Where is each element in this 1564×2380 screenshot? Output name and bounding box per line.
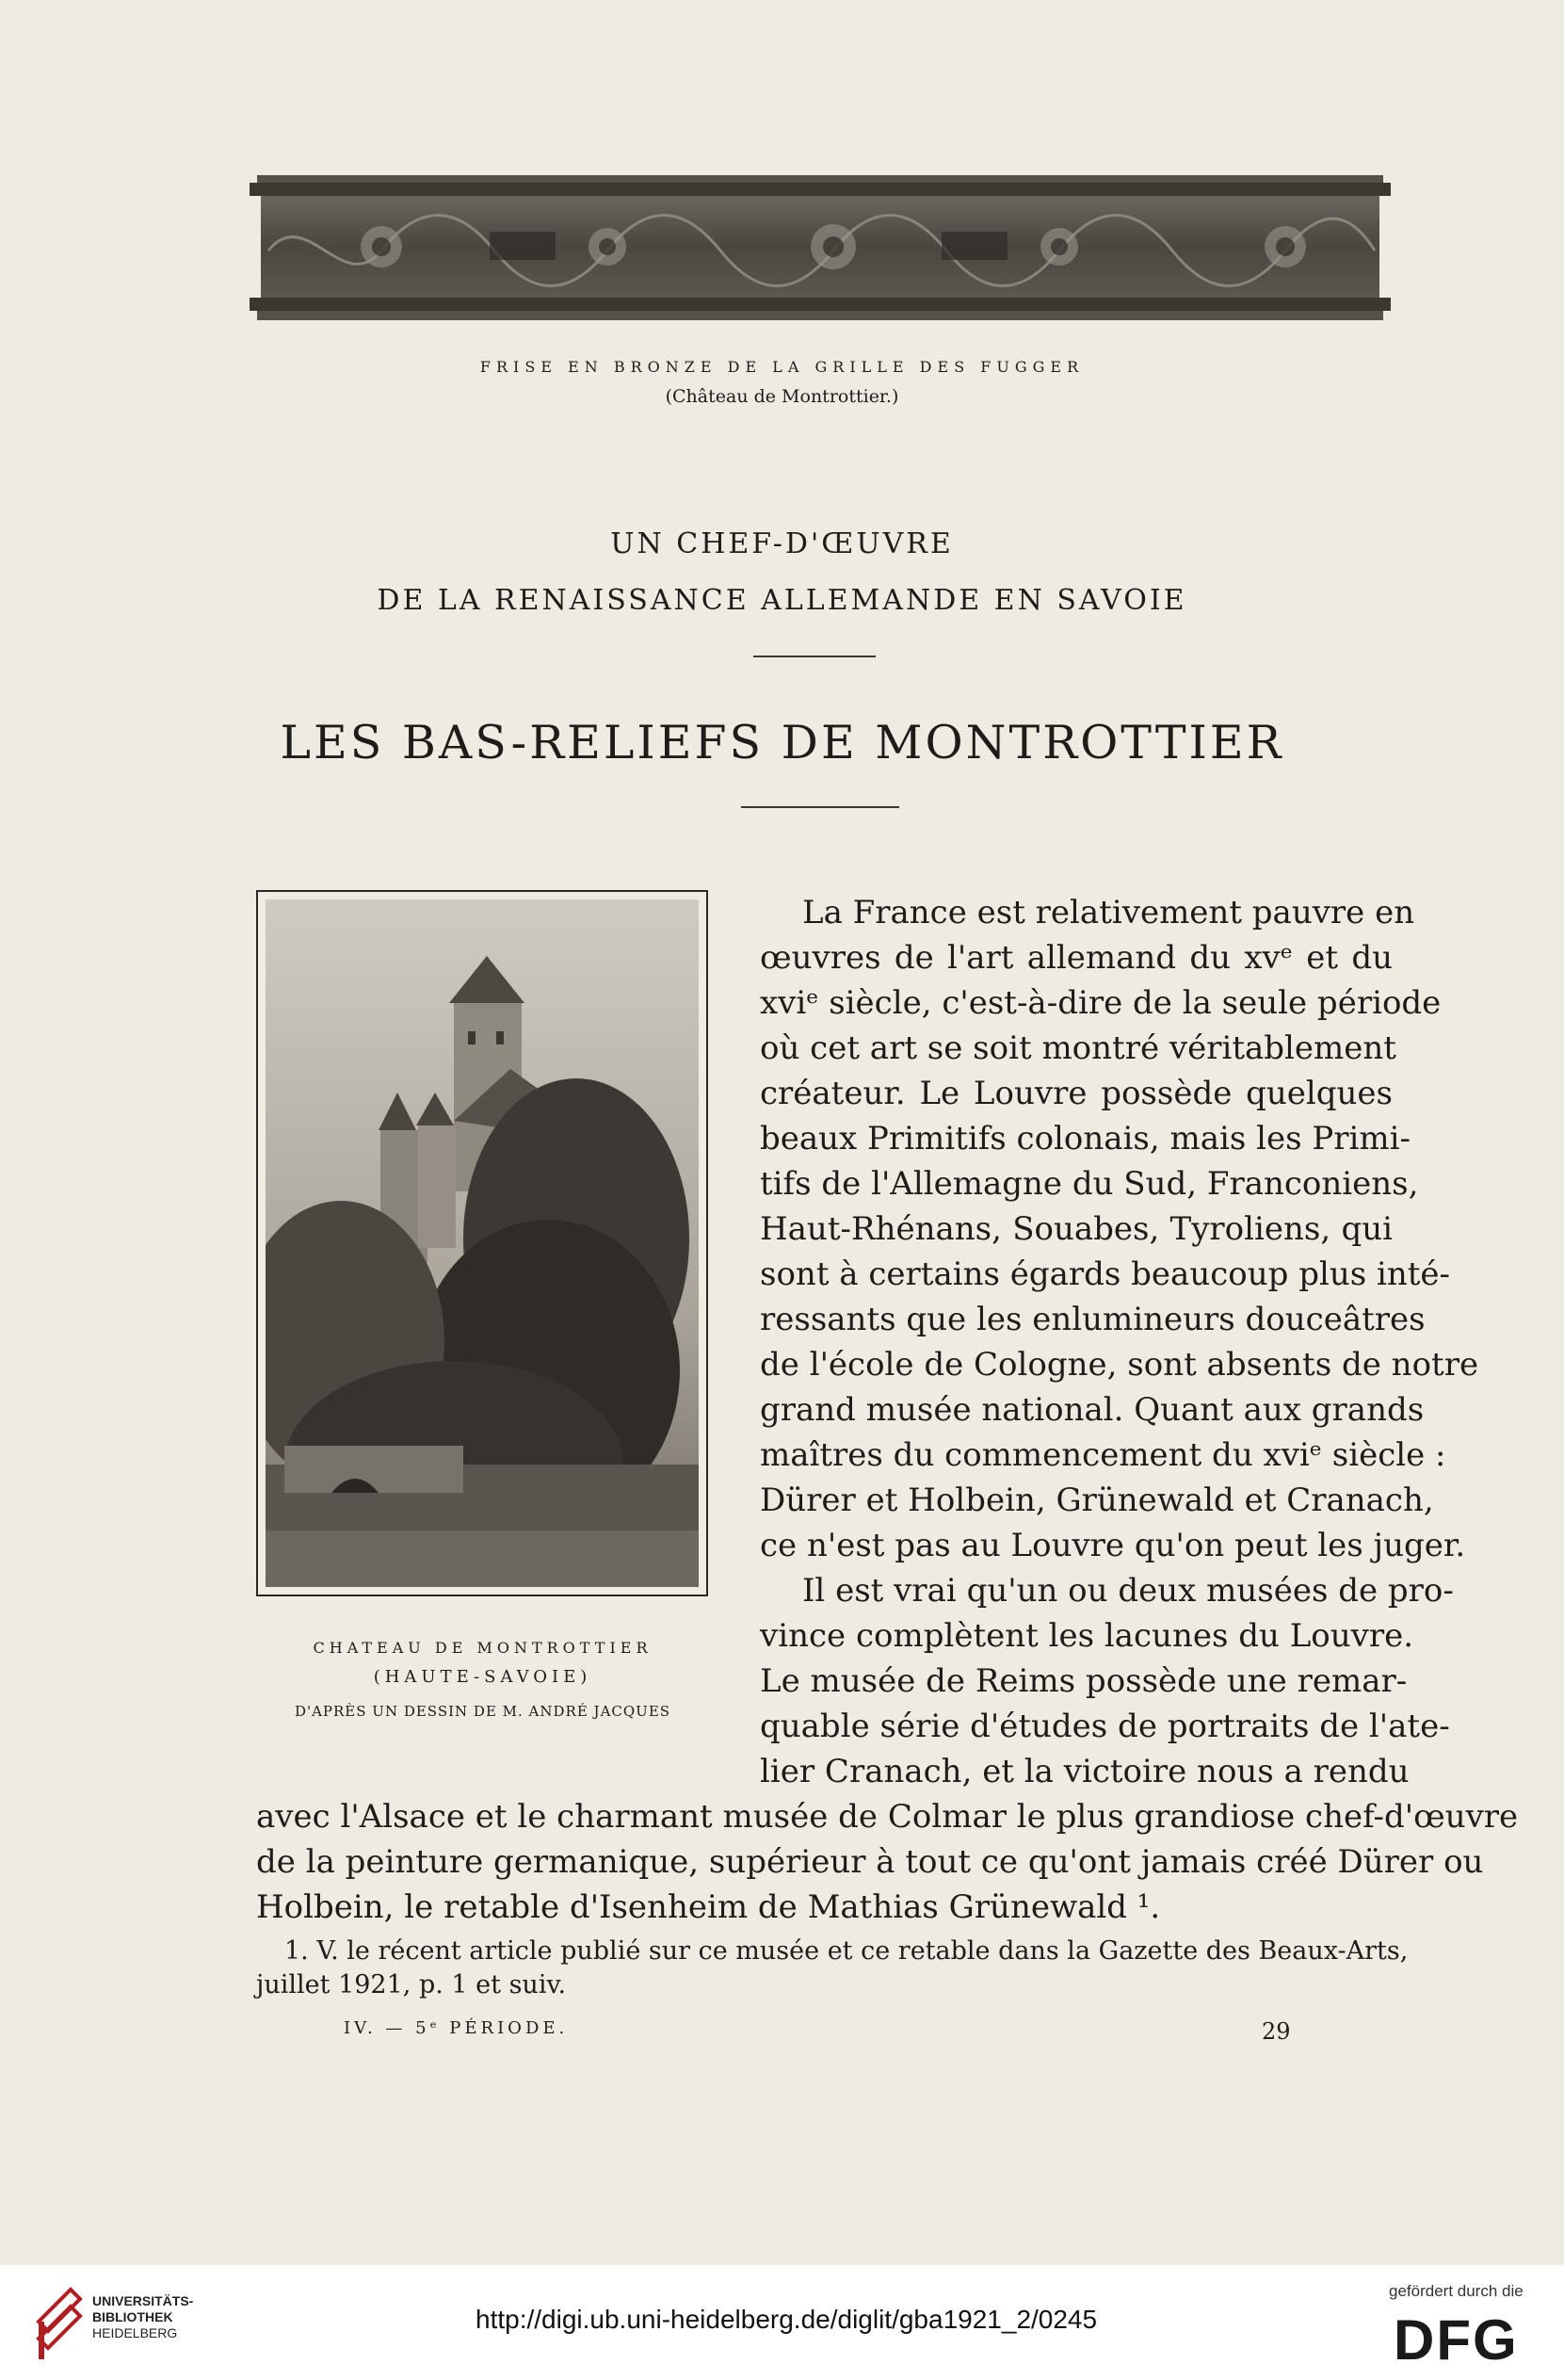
university-library-logo-icon xyxy=(33,2284,86,2361)
body-line: quable série d'études de portraits de l'ate- xyxy=(760,1708,1450,1745)
body-line: avec l'Alsace et le charmant musée de Colmar le plus grandiose chef-d'œuvre xyxy=(256,1798,1519,1836)
permalink-url[interactable]: http://digi.ub.uni-heidelberg.de/diglit/gba1921_2/0245 xyxy=(476,2305,1098,2334)
page-number: 29 xyxy=(1262,2018,1291,2045)
library-name-line-3: HEIDELBERG xyxy=(92,2325,178,2340)
dfg-logo: DFG xyxy=(1394,2308,1519,2372)
kicker-line-1: UN CHEF-D'ŒUVRE xyxy=(610,527,954,560)
body-line: sont à certains égards beaucoup plus inté- xyxy=(760,1255,1451,1293)
illustration-caption-3: D'APRÈS UN DESSIN DE M. ANDRÉ JACQUES xyxy=(294,1703,671,1720)
body-line: où cet art se soit montré véritablement xyxy=(760,1029,1396,1067)
footnote-line-1: 1. V. le récent article publié sur ce musée et ce retable dans la Gazette des Beaux-Arts, xyxy=(284,1936,1409,1966)
body-line: lier Cranach, et la victoire nous a rendu xyxy=(760,1753,1410,1790)
body-line: Il est vrai qu'un ou deux musées de pro- xyxy=(802,1572,1454,1610)
body-line: Haut-Rhénans, Souabes, Tyroliens, qui xyxy=(760,1210,1393,1248)
article-title: LES BAS-RELIEFS DE MONTROTTIER xyxy=(280,716,1284,769)
illustration-caption-2: (HAUTE-SAVOIE) xyxy=(373,1667,592,1687)
frieze-caption: FRISE EN BRONZE DE LA GRILLE DES FUGGER xyxy=(479,358,1085,376)
body-line: ressants que les enlumineurs douceâtres xyxy=(760,1301,1426,1338)
body-line: Holbein, le retable d'Isenheim de Mathias Grünewald ¹. xyxy=(256,1888,1161,1926)
running-footer: IV. — 5ᵉ PÉRIODE. xyxy=(344,2018,569,2038)
body-line: vince complètent les lacunes du Louvre. xyxy=(760,1617,1414,1655)
body-line: de la peinture germanique, supérieur à tout ce qu'ont jamais créé Dürer ou xyxy=(256,1843,1484,1881)
library-name-line-1: UNIVERSITÄTS- xyxy=(92,2293,194,2308)
kicker-line-2: DE LA RENAISSANCE ALLEMANDE EN SAVOIE xyxy=(377,584,1187,617)
title-divider-1 xyxy=(753,656,876,657)
body-line: Le musée de Reims possède une remar- xyxy=(760,1662,1408,1700)
bronze-frieze-image xyxy=(250,175,1391,326)
frieze-subcaption: (Château de Montrottier.) xyxy=(665,386,899,407)
body-line: Dürer et Holbein, Grünewald et Cranach, xyxy=(760,1481,1434,1519)
castle-illustration xyxy=(256,890,708,1596)
funding-label: gefördert durch die xyxy=(1389,2282,1524,2300)
body-line: créateur. Le Louvre possède quelques xyxy=(760,1075,1393,1112)
body-line: La France est relativement pauvre en xyxy=(802,894,1415,931)
body-line: maîtres du commencement du xviᵉ siècle : xyxy=(760,1436,1446,1474)
body-line: œuvres de l'art allemand du xvᵉ et du xyxy=(760,939,1393,977)
title-divider-2 xyxy=(741,806,899,808)
footnote-line-2: juillet 1921, p. 1 et suiv. xyxy=(256,1970,567,2000)
library-footer-bar xyxy=(0,2265,1564,2380)
library-name-line-2: BIBLIOTHEK xyxy=(92,2309,173,2324)
body-line: de l'école de Cologne, sont absents de notre xyxy=(760,1346,1479,1384)
body-line: beaux Primitifs colonais, mais les Primi- xyxy=(760,1120,1411,1158)
body-line: xviᵉ siècle, c'est-à-dire de la seule période xyxy=(760,984,1442,1022)
body-line: tifs de l'Allemagne du Sud, Franconiens, xyxy=(760,1165,1419,1203)
illustration-caption-1: CHATEAU DE MONTROTTIER xyxy=(313,1639,653,1657)
body-line: grand musée national. Quant aux grands xyxy=(760,1391,1425,1429)
library-name xyxy=(92,2293,193,2341)
castle-drawing xyxy=(266,899,699,1587)
body-line: ce n'est pas au Louvre qu'on peut les juger. xyxy=(760,1527,1466,1564)
